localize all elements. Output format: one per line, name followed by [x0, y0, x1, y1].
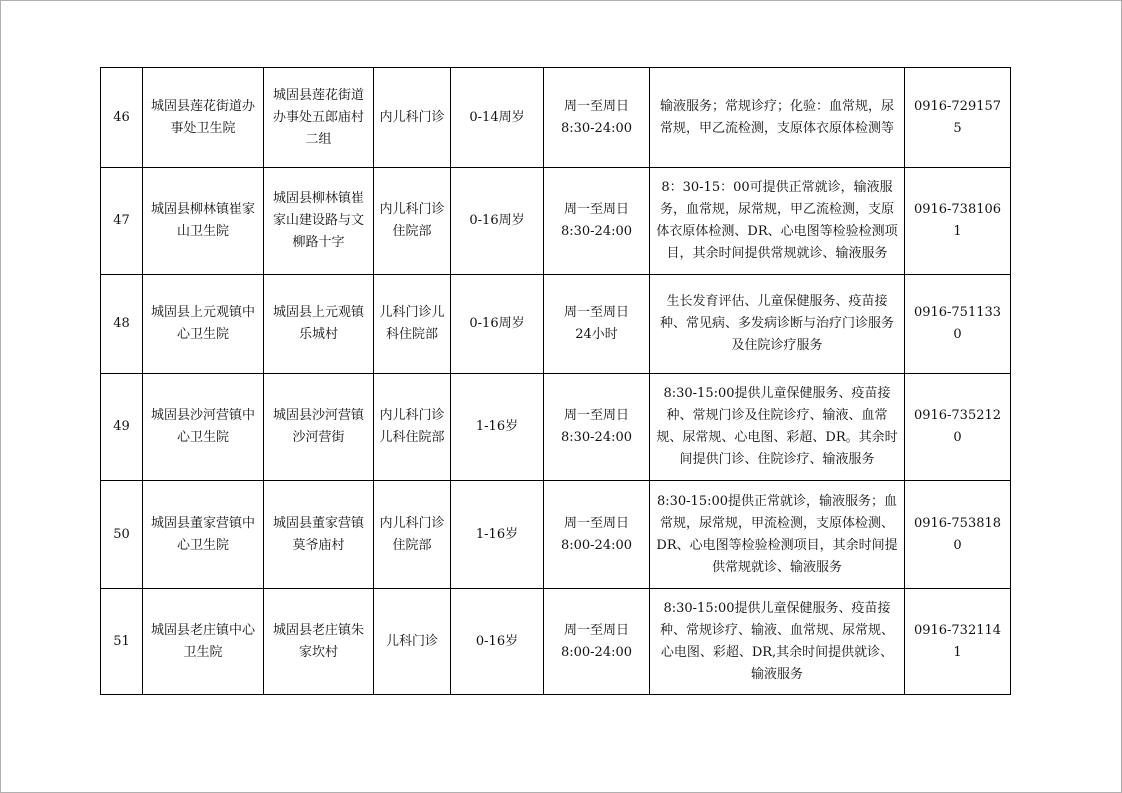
age-range: 1-16岁 [451, 374, 544, 481]
facility-name: 城固县柳林镇崔家山卫生院 [143, 168, 264, 275]
table-body [101, 68, 1011, 695]
age-range: 0-16岁 [451, 589, 544, 695]
row-number: 49 [101, 374, 143, 481]
service-items: 生长发育评估、儿童保健服务、疫苗接种、常见病、多发病诊断与治疗门诊服务及住院诊疗服务 [650, 275, 905, 374]
facility-address: 城固县莲花街道办事处五郎庙村二组 [264, 68, 374, 168]
department: 儿科门诊 [374, 589, 451, 695]
service-hours: 周一至周日 8:30-24:00 [544, 68, 650, 168]
phone-number: 0916-7352120 [905, 374, 1011, 481]
row-number: 46 [101, 68, 143, 168]
phone-number: 0916-7538180 [905, 481, 1011, 589]
facility-address: 城固县董家营镇莫爷庙村 [264, 481, 374, 589]
service-items: 8:30-15:00提供正常就诊，输液服务；血常规，尿常规，甲流检测，支原体检测、DR、心电图等检验检测项目，其余时间提供常规就诊、输液服务 [650, 481, 905, 589]
service-hours: 周一至周日 24小时 [544, 275, 650, 374]
department: 内儿科门诊儿科住院部 [374, 374, 451, 481]
department: 内儿科门诊住院部 [374, 481, 451, 589]
table-row [101, 168, 1011, 275]
table-row [101, 374, 1011, 481]
service-items: 8:30-15:00提供儿童保健服务、疫苗接种、常规诊疗、输液、血常规、尿常规、心电图、彩超、DR,其余时间提供就诊、输液服务 [650, 589, 905, 695]
department: 内儿科门诊 [374, 68, 451, 168]
service-hours: 周一至周日 8:00-24:00 [544, 589, 650, 695]
service-items: 输液服务；常规诊疗；化验：血常规，尿常规，甲乙流检测，支原体衣原体检测等 [650, 68, 905, 168]
age-range: 0-14周岁 [451, 68, 544, 168]
facility-address: 城固县上元观镇乐城村 [264, 275, 374, 374]
facility-name: 城固县莲花街道办事处卫生院 [143, 68, 264, 168]
department: 内儿科门诊住院部 [374, 168, 451, 275]
phone-number: 0916-7291575 [905, 68, 1011, 168]
service-items: 8:30-15:00提供儿童保健服务、疫苗接种、常规门诊及住院诊疗、输液、血常规、尿常规、心电图、彩超、DR。其余时间提供门诊、住院诊疗、输液服务 [650, 374, 905, 481]
table-row [101, 481, 1011, 589]
table-row [101, 68, 1011, 168]
clinic-schedule-table [100, 67, 1011, 695]
phone-number: 0916-7511330 [905, 275, 1011, 374]
service-hours: 周一至周日 8:30-24:00 [544, 374, 650, 481]
service-hours: 周一至周日 8:30-24:00 [544, 168, 650, 275]
service-items: 8：30-15：00可提供正常就诊，输液服务，血常规，尿常规，甲乙流检测，支原体衣原体检测、DR、心电图等检验检测项目，其余时间提供常规就诊、输液服务 [650, 168, 905, 275]
row-number: 47 [101, 168, 143, 275]
facility-name: 城固县沙河营镇中心卫生院 [143, 374, 264, 481]
row-number: 51 [101, 589, 143, 695]
department: 儿科门诊儿科住院部 [374, 275, 451, 374]
table-row [101, 275, 1011, 374]
facility-name: 城固县董家营镇中心卫生院 [143, 481, 264, 589]
age-range: 1-16岁 [451, 481, 544, 589]
facility-address: 城固县老庄镇朱家坎村 [264, 589, 374, 695]
row-number: 50 [101, 481, 143, 589]
service-hours: 周一至周日 8:00-24:00 [544, 481, 650, 589]
facility-address: 城固县沙河营镇沙河营街 [264, 374, 374, 481]
age-range: 0-16周岁 [451, 275, 544, 374]
facility-name: 城固县上元观镇中心卫生院 [143, 275, 264, 374]
table-row [101, 589, 1011, 695]
facility-address: 城固县柳林镇崔家山建设路与文柳路十字 [264, 168, 374, 275]
facility-name: 城固县老庄镇中心卫生院 [143, 589, 264, 695]
age-range: 0-16周岁 [451, 168, 544, 275]
phone-number: 0916-7321141 [905, 589, 1011, 695]
row-number: 48 [101, 275, 143, 374]
phone-number: 0916-7381061 [905, 168, 1011, 275]
